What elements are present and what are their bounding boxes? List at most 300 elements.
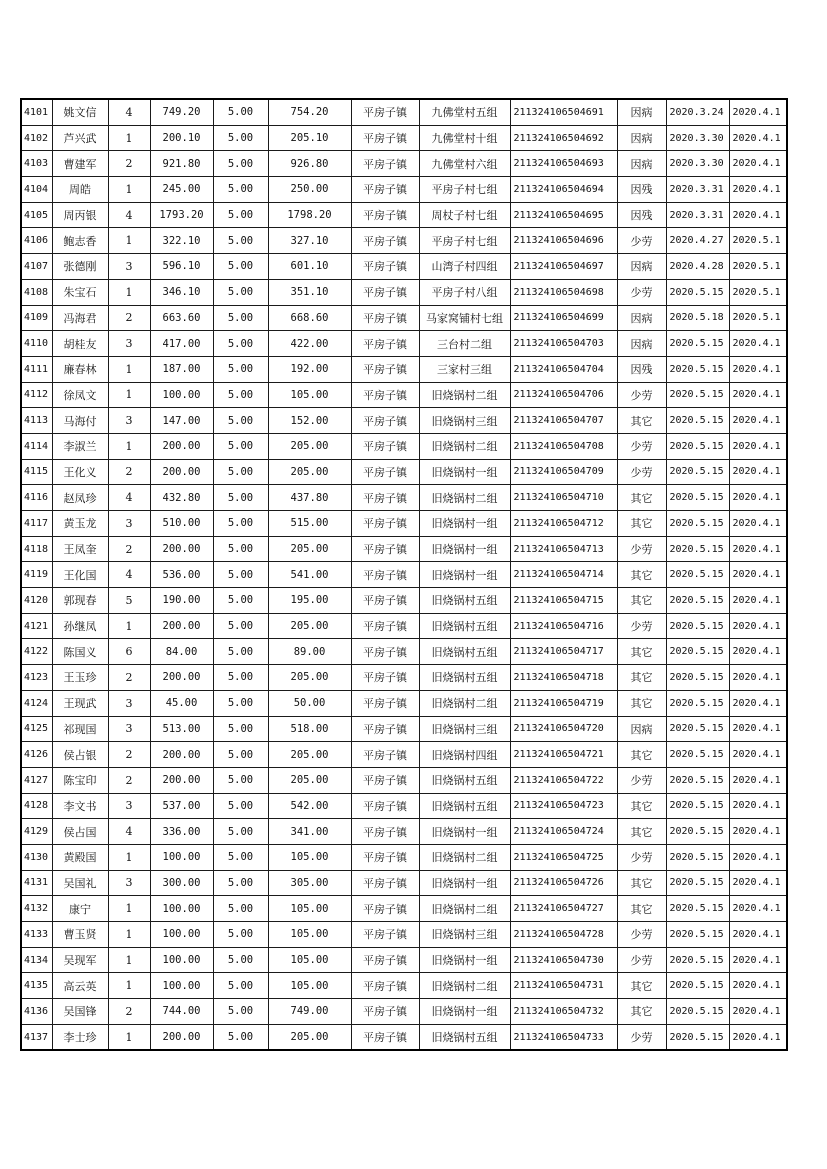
town-cell: 平房子镇	[351, 254, 419, 280]
add-amount-cell: 5.00	[213, 254, 268, 280]
start-date-cell: 2020.4.1	[729, 716, 787, 742]
town-cell: 平房子镇	[351, 793, 419, 819]
name-cell: 侯占银	[52, 742, 108, 768]
add-amount-cell: 5.00	[213, 485, 268, 511]
town-cell: 平房子镇	[351, 947, 419, 973]
household-size-cell: 2	[108, 459, 150, 485]
row-number: 4133	[21, 922, 52, 948]
reason-cell: 因病	[617, 125, 666, 151]
amount-cell: 200.00	[150, 613, 213, 639]
start-date-cell: 2020.5.1	[729, 254, 787, 280]
village-cell: 三台村二组	[419, 331, 510, 357]
approval-date-cell: 2020.5.15	[666, 716, 729, 742]
amount-cell: 100.00	[150, 973, 213, 999]
id-number-cell: 211324106504726	[510, 870, 617, 896]
household-size-cell: 3	[108, 511, 150, 537]
town-cell: 平房子镇	[351, 279, 419, 305]
id-number-cell: 211324106504693	[510, 151, 617, 177]
amount-cell: 200.10	[150, 125, 213, 151]
start-date-cell: 2020.4.1	[729, 177, 787, 203]
add-amount-cell: 5.00	[213, 742, 268, 768]
table-row	[21, 202, 787, 228]
table-row	[21, 125, 787, 151]
name-cell: 侯占国	[52, 819, 108, 845]
start-date-cell: 2020.4.1	[729, 947, 787, 973]
row-number: 4109	[21, 305, 52, 331]
amount-cell: 100.00	[150, 922, 213, 948]
start-date-cell: 2020.4.1	[729, 562, 787, 588]
name-cell: 胡桂友	[52, 331, 108, 357]
id-number-cell: 211324106504732	[510, 999, 617, 1025]
id-number-cell: 211324106504728	[510, 922, 617, 948]
id-number-cell: 211324106504730	[510, 947, 617, 973]
approval-date-cell: 2020.5.15	[666, 973, 729, 999]
approval-date-cell: 2020.5.15	[666, 279, 729, 305]
town-cell: 平房子镇	[351, 125, 419, 151]
approval-date-cell: 2020.5.15	[666, 819, 729, 845]
start-date-cell: 2020.4.1	[729, 1024, 787, 1050]
household-size-cell: 3	[108, 870, 150, 896]
start-date-cell: 2020.4.1	[729, 793, 787, 819]
approval-date-cell: 2020.4.27	[666, 228, 729, 254]
name-cell: 康宁	[52, 896, 108, 922]
total-amount-cell: 515.00	[268, 511, 351, 537]
approval-date-cell: 2020.5.15	[666, 767, 729, 793]
town-cell: 平房子镇	[351, 870, 419, 896]
row-number: 4105	[21, 202, 52, 228]
start-date-cell: 2020.4.1	[729, 870, 787, 896]
table-row	[21, 1024, 787, 1050]
add-amount-cell: 5.00	[213, 870, 268, 896]
table-row	[21, 408, 787, 434]
start-date-cell: 2020.4.1	[729, 536, 787, 562]
add-amount-cell: 5.00	[213, 819, 268, 845]
total-amount-cell: 105.00	[268, 896, 351, 922]
total-amount-cell: 518.00	[268, 716, 351, 742]
total-amount-cell: 205.00	[268, 767, 351, 793]
total-amount-cell: 601.10	[268, 254, 351, 280]
table-row	[21, 870, 787, 896]
row-number: 4104	[21, 177, 52, 203]
add-amount-cell: 5.00	[213, 999, 268, 1025]
start-date-cell: 2020.4.1	[729, 973, 787, 999]
add-amount-cell: 5.00	[213, 511, 268, 537]
village-cell: 平房子村七组	[419, 177, 510, 203]
approval-date-cell: 2020.5.15	[666, 844, 729, 870]
row-number: 4101	[21, 99, 52, 125]
name-cell: 赵凤珍	[52, 485, 108, 511]
amount-cell: 537.00	[150, 793, 213, 819]
row-number: 4135	[21, 973, 52, 999]
town-cell: 平房子镇	[351, 973, 419, 999]
household-size-cell: 1	[108, 279, 150, 305]
reason-cell: 少劳	[617, 433, 666, 459]
village-cell: 旧烧锅村五组	[419, 665, 510, 691]
reason-cell: 其它	[617, 511, 666, 537]
amount-cell: 100.00	[150, 896, 213, 922]
start-date-cell: 2020.4.1	[729, 485, 787, 511]
approval-date-cell: 2020.5.15	[666, 870, 729, 896]
approval-date-cell: 2020.3.31	[666, 202, 729, 228]
table-row	[21, 382, 787, 408]
id-number-cell: 211324106504715	[510, 588, 617, 614]
town-cell: 平房子镇	[351, 485, 419, 511]
reason-cell: 其它	[617, 562, 666, 588]
id-number-cell: 211324106504716	[510, 613, 617, 639]
add-amount-cell: 5.00	[213, 613, 268, 639]
village-cell: 旧烧锅村二组	[419, 433, 510, 459]
town-cell: 平房子镇	[351, 1024, 419, 1050]
approval-date-cell: 2020.3.24	[666, 99, 729, 125]
add-amount-cell: 5.00	[213, 433, 268, 459]
id-number-cell: 211324106504713	[510, 536, 617, 562]
household-size-cell: 5	[108, 588, 150, 614]
amount-cell: 1793.20	[150, 202, 213, 228]
approval-date-cell: 2020.5.15	[666, 613, 729, 639]
id-number-cell: 211324106504714	[510, 562, 617, 588]
amount-cell: 100.00	[150, 947, 213, 973]
amount-cell: 200.00	[150, 433, 213, 459]
add-amount-cell: 5.00	[213, 356, 268, 382]
town-cell: 平房子镇	[351, 408, 419, 434]
row-number: 4127	[21, 767, 52, 793]
row-number: 4132	[21, 896, 52, 922]
amount-cell: 200.00	[150, 665, 213, 691]
reason-cell: 其它	[617, 896, 666, 922]
total-amount-cell: 50.00	[268, 690, 351, 716]
approval-date-cell: 2020.5.15	[666, 1024, 729, 1050]
household-size-cell: 1	[108, 177, 150, 203]
total-amount-cell: 542.00	[268, 793, 351, 819]
add-amount-cell: 5.00	[213, 459, 268, 485]
table-row	[21, 356, 787, 382]
id-number-cell: 211324106504717	[510, 639, 617, 665]
row-number: 4130	[21, 844, 52, 870]
town-cell: 平房子镇	[351, 562, 419, 588]
row-number: 4112	[21, 382, 52, 408]
table-row	[21, 536, 787, 562]
table-row	[21, 973, 787, 999]
table-row	[21, 588, 787, 614]
add-amount-cell: 5.00	[213, 408, 268, 434]
reason-cell: 少劳	[617, 1024, 666, 1050]
start-date-cell: 2020.4.1	[729, 382, 787, 408]
row-number: 4108	[21, 279, 52, 305]
approval-date-cell: 2020.5.15	[666, 382, 729, 408]
town-cell: 平房子镇	[351, 588, 419, 614]
amount-cell: 346.10	[150, 279, 213, 305]
name-cell: 黄殿国	[52, 844, 108, 870]
approval-date-cell: 2020.5.15	[666, 999, 729, 1025]
village-cell: 旧烧锅村五组	[419, 793, 510, 819]
id-number-cell: 211324106504722	[510, 767, 617, 793]
village-cell: 旧烧锅村一组	[419, 999, 510, 1025]
id-number-cell: 211324106504703	[510, 331, 617, 357]
amount-cell: 100.00	[150, 382, 213, 408]
table-row	[21, 279, 787, 305]
town-cell: 平房子镇	[351, 511, 419, 537]
name-cell: 吴国锋	[52, 999, 108, 1025]
village-cell: 旧烧锅村三组	[419, 922, 510, 948]
reason-cell: 其它	[617, 742, 666, 768]
household-size-cell: 3	[108, 716, 150, 742]
name-cell: 王玉珍	[52, 665, 108, 691]
row-number: 4107	[21, 254, 52, 280]
village-cell: 旧烧锅村五组	[419, 588, 510, 614]
add-amount-cell: 5.00	[213, 922, 268, 948]
total-amount-cell: 351.10	[268, 279, 351, 305]
village-cell: 旧烧锅村三组	[419, 408, 510, 434]
household-size-cell: 1	[108, 1024, 150, 1050]
village-cell: 旧烧锅村二组	[419, 896, 510, 922]
table-row	[21, 922, 787, 948]
add-amount-cell: 5.00	[213, 793, 268, 819]
approval-date-cell: 2020.5.15	[666, 742, 729, 768]
row-number: 4121	[21, 613, 52, 639]
add-amount-cell: 5.00	[213, 562, 268, 588]
village-cell: 旧烧锅村一组	[419, 459, 510, 485]
total-amount-cell: 205.00	[268, 613, 351, 639]
id-number-cell: 211324106504721	[510, 742, 617, 768]
row-number: 4134	[21, 947, 52, 973]
reason-cell: 其它	[617, 485, 666, 511]
add-amount-cell: 5.00	[213, 202, 268, 228]
start-date-cell: 2020.4.1	[729, 767, 787, 793]
amount-cell: 190.00	[150, 588, 213, 614]
start-date-cell: 2020.4.1	[729, 742, 787, 768]
town-cell: 平房子镇	[351, 536, 419, 562]
total-amount-cell: 205.00	[268, 459, 351, 485]
reason-cell: 其它	[617, 870, 666, 896]
row-number: 4122	[21, 639, 52, 665]
reason-cell: 因病	[617, 151, 666, 177]
approval-date-cell: 2020.5.15	[666, 536, 729, 562]
amount-cell: 200.00	[150, 536, 213, 562]
start-date-cell: 2020.4.1	[729, 999, 787, 1025]
reason-cell: 其它	[617, 973, 666, 999]
reason-cell: 因残	[617, 356, 666, 382]
name-cell: 郭现春	[52, 588, 108, 614]
total-amount-cell: 195.00	[268, 588, 351, 614]
town-cell: 平房子镇	[351, 690, 419, 716]
approval-date-cell: 2020.3.30	[666, 125, 729, 151]
add-amount-cell: 5.00	[213, 382, 268, 408]
approval-date-cell: 2020.5.18	[666, 305, 729, 331]
household-size-cell: 2	[108, 305, 150, 331]
village-cell: 旧烧锅村四组	[419, 742, 510, 768]
household-size-cell: 2	[108, 767, 150, 793]
town-cell: 平房子镇	[351, 767, 419, 793]
start-date-cell: 2020.4.1	[729, 433, 787, 459]
amount-cell: 45.00	[150, 690, 213, 716]
amount-cell: 200.00	[150, 742, 213, 768]
name-cell: 周皓	[52, 177, 108, 203]
total-amount-cell: 422.00	[268, 331, 351, 357]
id-number-cell: 211324106504727	[510, 896, 617, 922]
total-amount-cell: 205.10	[268, 125, 351, 151]
id-number-cell: 211324106504724	[510, 819, 617, 845]
row-number: 4131	[21, 870, 52, 896]
town-cell: 平房子镇	[351, 896, 419, 922]
add-amount-cell: 5.00	[213, 973, 268, 999]
amount-cell: 336.00	[150, 819, 213, 845]
amount-cell: 510.00	[150, 511, 213, 537]
household-size-cell: 4	[108, 819, 150, 845]
id-number-cell: 211324106504725	[510, 844, 617, 870]
start-date-cell: 2020.4.1	[729, 819, 787, 845]
village-cell: 旧烧锅村三组	[419, 716, 510, 742]
reason-cell: 因病	[617, 716, 666, 742]
village-cell: 平房子村七组	[419, 228, 510, 254]
table-row	[21, 844, 787, 870]
name-cell: 吴国礼	[52, 870, 108, 896]
table-row	[21, 896, 787, 922]
reason-cell: 其它	[617, 665, 666, 691]
add-amount-cell: 5.00	[213, 588, 268, 614]
approval-date-cell: 2020.5.15	[666, 459, 729, 485]
reason-cell: 因病	[617, 331, 666, 357]
start-date-cell: 2020.4.1	[729, 639, 787, 665]
village-cell: 旧烧锅村二组	[419, 844, 510, 870]
household-size-cell: 1	[108, 613, 150, 639]
reason-cell: 少劳	[617, 767, 666, 793]
start-date-cell: 2020.4.1	[729, 511, 787, 537]
village-cell: 旧烧锅村五组	[419, 613, 510, 639]
household-size-cell: 3	[108, 254, 150, 280]
reason-cell: 少劳	[617, 947, 666, 973]
start-date-cell: 2020.4.1	[729, 665, 787, 691]
start-date-cell: 2020.4.1	[729, 922, 787, 948]
name-cell: 张德刚	[52, 254, 108, 280]
town-cell: 平房子镇	[351, 382, 419, 408]
approval-date-cell: 2020.5.15	[666, 562, 729, 588]
reason-cell: 因残	[617, 177, 666, 203]
table-row	[21, 228, 787, 254]
village-cell: 旧烧锅村五组	[419, 1024, 510, 1050]
start-date-cell: 2020.4.1	[729, 356, 787, 382]
total-amount-cell: 926.80	[268, 151, 351, 177]
amount-cell: 417.00	[150, 331, 213, 357]
start-date-cell: 2020.4.1	[729, 844, 787, 870]
table-row	[21, 742, 787, 768]
start-date-cell: 2020.5.1	[729, 305, 787, 331]
reason-cell: 其它	[617, 819, 666, 845]
name-cell: 王化国	[52, 562, 108, 588]
add-amount-cell: 5.00	[213, 305, 268, 331]
household-size-cell: 2	[108, 999, 150, 1025]
name-cell: 鲍志香	[52, 228, 108, 254]
village-cell: 九佛堂村十组	[419, 125, 510, 151]
approval-date-cell: 2020.5.15	[666, 793, 729, 819]
amount-cell: 147.00	[150, 408, 213, 434]
name-cell: 王现武	[52, 690, 108, 716]
name-cell: 芦兴武	[52, 125, 108, 151]
name-cell: 李士珍	[52, 1024, 108, 1050]
id-number-cell: 211324106504720	[510, 716, 617, 742]
reason-cell: 少劳	[617, 459, 666, 485]
name-cell: 李文书	[52, 793, 108, 819]
start-date-cell: 2020.4.1	[729, 613, 787, 639]
reason-cell: 其它	[617, 793, 666, 819]
total-amount-cell: 437.80	[268, 485, 351, 511]
town-cell: 平房子镇	[351, 613, 419, 639]
village-cell: 平房子村八组	[419, 279, 510, 305]
name-cell: 徐凤文	[52, 382, 108, 408]
table-row	[21, 177, 787, 203]
row-number: 4128	[21, 793, 52, 819]
start-date-cell: 2020.4.1	[729, 459, 787, 485]
name-cell: 王凤奎	[52, 536, 108, 562]
total-amount-cell: 105.00	[268, 947, 351, 973]
row-number: 4106	[21, 228, 52, 254]
name-cell: 祁现国	[52, 716, 108, 742]
row-number: 4110	[21, 331, 52, 357]
add-amount-cell: 5.00	[213, 844, 268, 870]
household-size-cell: 2	[108, 665, 150, 691]
table-row	[21, 947, 787, 973]
town-cell: 平房子镇	[351, 99, 419, 125]
start-date-cell: 2020.4.1	[729, 588, 787, 614]
table-row	[21, 485, 787, 511]
name-cell: 黄玉龙	[52, 511, 108, 537]
id-number-cell: 211324106504719	[510, 690, 617, 716]
id-number-cell: 211324106504731	[510, 973, 617, 999]
name-cell: 孙继凤	[52, 613, 108, 639]
town-cell: 平房子镇	[351, 819, 419, 845]
row-number: 4126	[21, 742, 52, 768]
amount-cell: 187.00	[150, 356, 213, 382]
amount-cell: 432.80	[150, 485, 213, 511]
id-number-cell: 211324106504708	[510, 433, 617, 459]
approval-date-cell: 2020.5.15	[666, 922, 729, 948]
row-number: 4118	[21, 536, 52, 562]
total-amount-cell: 327.10	[268, 228, 351, 254]
row-number: 4103	[21, 151, 52, 177]
table-row	[21, 151, 787, 177]
reason-cell: 少劳	[617, 613, 666, 639]
id-number-cell: 211324106504709	[510, 459, 617, 485]
village-cell: 山湾子村四组	[419, 254, 510, 280]
approval-date-cell: 2020.5.15	[666, 485, 729, 511]
household-size-cell: 4	[108, 485, 150, 511]
approval-date-cell: 2020.5.15	[666, 947, 729, 973]
id-number-cell: 211324106504706	[510, 382, 617, 408]
table-row	[21, 511, 787, 537]
name-cell: 曹建军	[52, 151, 108, 177]
total-amount-cell: 205.00	[268, 536, 351, 562]
total-amount-cell: 89.00	[268, 639, 351, 665]
start-date-cell: 2020.4.1	[729, 896, 787, 922]
town-cell: 平房子镇	[351, 177, 419, 203]
id-number-cell: 211324106504691	[510, 99, 617, 125]
amount-cell: 200.00	[150, 459, 213, 485]
table-row	[21, 767, 787, 793]
approval-date-cell: 2020.4.28	[666, 254, 729, 280]
start-date-cell: 2020.4.1	[729, 99, 787, 125]
amount-cell: 536.00	[150, 562, 213, 588]
town-cell: 平房子镇	[351, 922, 419, 948]
table-row	[21, 433, 787, 459]
reason-cell: 少劳	[617, 279, 666, 305]
village-cell: 旧烧锅村一组	[419, 562, 510, 588]
name-cell: 陈国义	[52, 639, 108, 665]
total-amount-cell: 250.00	[268, 177, 351, 203]
start-date-cell: 2020.4.1	[729, 690, 787, 716]
add-amount-cell: 5.00	[213, 331, 268, 357]
name-cell: 吴现军	[52, 947, 108, 973]
approval-date-cell: 2020.5.15	[666, 896, 729, 922]
village-cell: 旧烧锅村一组	[419, 819, 510, 845]
